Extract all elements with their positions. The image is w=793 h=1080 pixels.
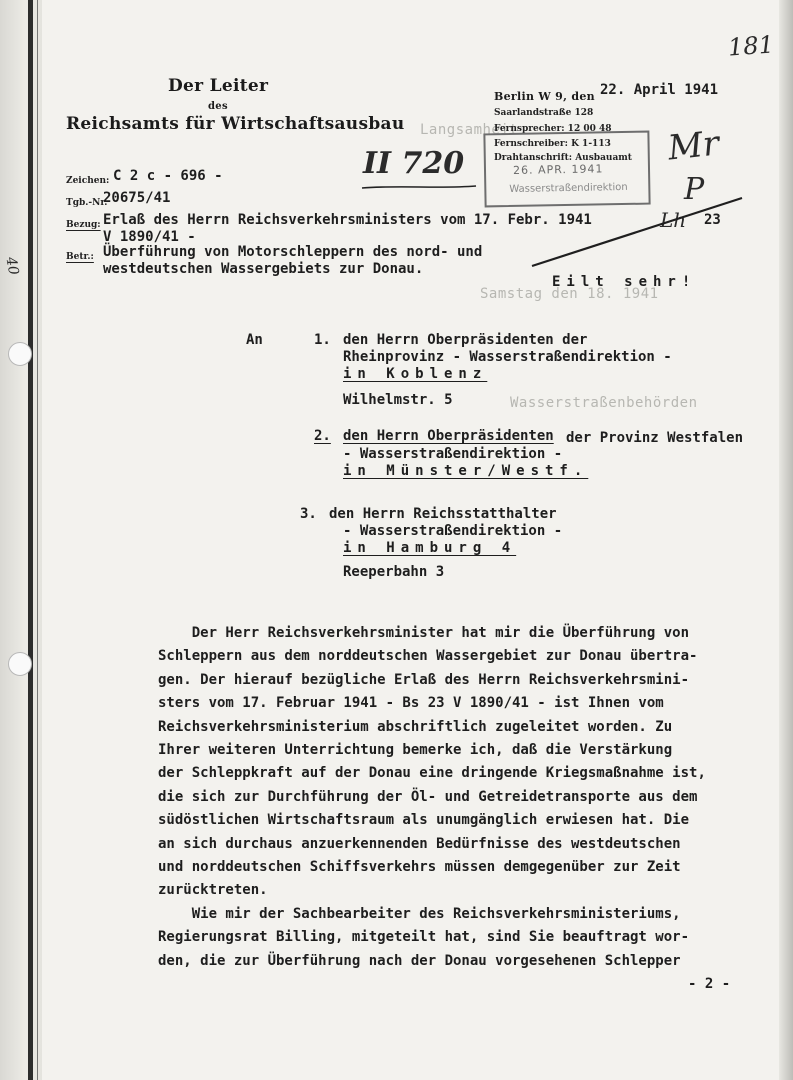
- folder-binding-line: [28, 0, 33, 1080]
- margin-note: 40: [2, 255, 22, 277]
- zeichen-value: C 2 c - 696 -: [113, 168, 223, 184]
- body-line: südöstlichen Wirtschaftsraum als unumgänglich erwiesen hat. Die: [158, 812, 690, 829]
- body-line: Der Herr Reichsverkehrsminister hat mir die Überführung von: [158, 625, 690, 641]
- addressee-1-line2: Rheinprovinz - Wasserstraßendirektion -: [343, 349, 672, 365]
- addressee-3-street: Reeperbahn 3: [343, 564, 445, 580]
- handwritten-initial-1: Mr: [666, 123, 722, 169]
- addressee-3-number: 3.: [300, 506, 317, 522]
- org-title: Der Leiter: [168, 76, 269, 96]
- body-line: an sich durchaus anzuerkennenden Bedürfnisse des westdeutschen: [158, 835, 681, 852]
- handwritten-initial-2: P: [684, 172, 705, 207]
- body-line: den, die zur Überführung nach der Donau vorgesehenen Schlepper: [158, 952, 681, 969]
- stamp-date: 26. APR. 1941: [512, 162, 604, 177]
- addressee-1-line1: den Herrn Oberpräsidenten der: [343, 332, 588, 348]
- betr-line1: Überführung von Motorschleppern des nord- und: [103, 244, 483, 260]
- body-line: und norddeutschen Schiffsverkehrs müssen demgegenüber zur Zeit: [158, 859, 681, 876]
- punch-hole-bottom: [8, 652, 32, 676]
- page-right-edge: [779, 0, 793, 1080]
- body-line: Regierungsrat Billing, mitgeteilt hat, sind Sie beauftragt wor-: [158, 929, 690, 946]
- bezug-label: Bezug:: [66, 220, 101, 230]
- addressee-1-street: Wilhelmstr. 5: [343, 392, 453, 408]
- body-line: Reichsverkehrsministerium abschriftlich zugeleitet worden. Zu: [158, 718, 673, 735]
- addressee-1-city: in Koblenz: [343, 366, 488, 382]
- letter-date: 22. April 1941: [600, 82, 719, 98]
- sender-telegram: Drahtanschrift: Ausbauamt: [494, 153, 632, 163]
- handwritten-reference-number: II 720: [363, 146, 465, 181]
- folder-strip: [0, 0, 42, 1080]
- addressee-1-number: 1.: [314, 332, 331, 348]
- an-label: An: [246, 332, 263, 348]
- folder-edge-line: [37, 0, 38, 1080]
- org-name: Reichsamts für Wirtschaftsausbau: [66, 114, 405, 134]
- handwritten-underline: [360, 182, 480, 192]
- body-line: gen. Der hierauf bezügliche Erlaß des Herrn Reichsverkehrsmini-: [158, 671, 690, 688]
- sender-street: Saarlandstraße 128: [494, 108, 594, 118]
- addressee-2-line1a: den Herrn Oberpräsidenten: [343, 428, 554, 444]
- tgb-value: 20675/41: [103, 190, 171, 206]
- punch-hole-top: [8, 342, 32, 366]
- page-continuation-marker: - 2 -: [688, 976, 731, 992]
- bleed-through-text: Wasserstraßenbehörden: [510, 395, 698, 411]
- handwritten-initial-3: Lh: [660, 208, 687, 232]
- betr-line2: westdeutschen Wassergebiets zur Donau.: [103, 261, 424, 277]
- addressee-3-line2: - Wasserstraßendirektion -: [343, 523, 563, 539]
- org-title-des: des: [208, 101, 228, 112]
- body-line: Ihrer weiteren Unterrichtung bemerke ich, daß die Verstärkung: [158, 742, 673, 759]
- body-line: die sich zur Durchführung der Öl- und Getreidetransporte aus dem: [158, 788, 698, 805]
- addressee-2-city: in Münster/Westf.: [343, 463, 589, 479]
- addressee-2-number: 2.: [314, 428, 331, 444]
- zeichen-label: Zeichen:: [66, 176, 110, 186]
- addressee-2-line1b: der Provinz Westfalen: [566, 430, 744, 446]
- tgb-label: Tgb.-Nr.: [66, 198, 108, 208]
- handwritten-page-number: 181: [727, 30, 775, 62]
- handwritten-strike-line: [528, 192, 748, 272]
- sender-phone: Fernsprecher: 12 00 48: [494, 124, 612, 134]
- stamp-text: Wasserstraßendirektion: [509, 181, 628, 196]
- letter-body: [158, 622, 773, 973]
- addressee-3-line1: den Herrn Reichsstatthalter: [329, 506, 557, 522]
- bleed-through-text: Langsamheit: [420, 122, 519, 138]
- addressee-3-city: in Hamburg 4: [343, 540, 517, 556]
- sender-telex: Fernschreiber: K 1-113: [494, 139, 611, 149]
- body-line: zurücktreten.: [158, 882, 268, 899]
- body-line: Wie mir der Sachbearbeiter des Reichsverkehrsministeriums,: [158, 905, 681, 922]
- body-line: der Schleppkraft auf der Donau eine dringende Kriegsmaßnahme ist,: [158, 765, 706, 782]
- bezug-line2: V 1890/41 -: [103, 229, 196, 245]
- sender-city: Berlin W 9, den: [494, 90, 595, 103]
- urgent-note: Eilt sehr!: [552, 274, 697, 290]
- bezug-suffix: 23: [704, 212, 721, 228]
- body-line: Schleppern aus dem norddeutschen Wassergebiet zur Donau übertra-: [158, 648, 698, 665]
- body-line: sters vom 17. Februar 1941 - Bs 23 V 1890/41 - ist Ihnen vom: [158, 695, 664, 712]
- bleed-through-text: Samstag den 18. 1941: [480, 286, 659, 302]
- betr-label: Betr.:: [66, 252, 94, 262]
- bezug-line1: Erlaß des Herrn Reichsverkehrsministers vom 17. Febr. 1941: [103, 212, 592, 228]
- addressee-2-line2: - Wasserstraßendirektion -: [343, 446, 563, 462]
